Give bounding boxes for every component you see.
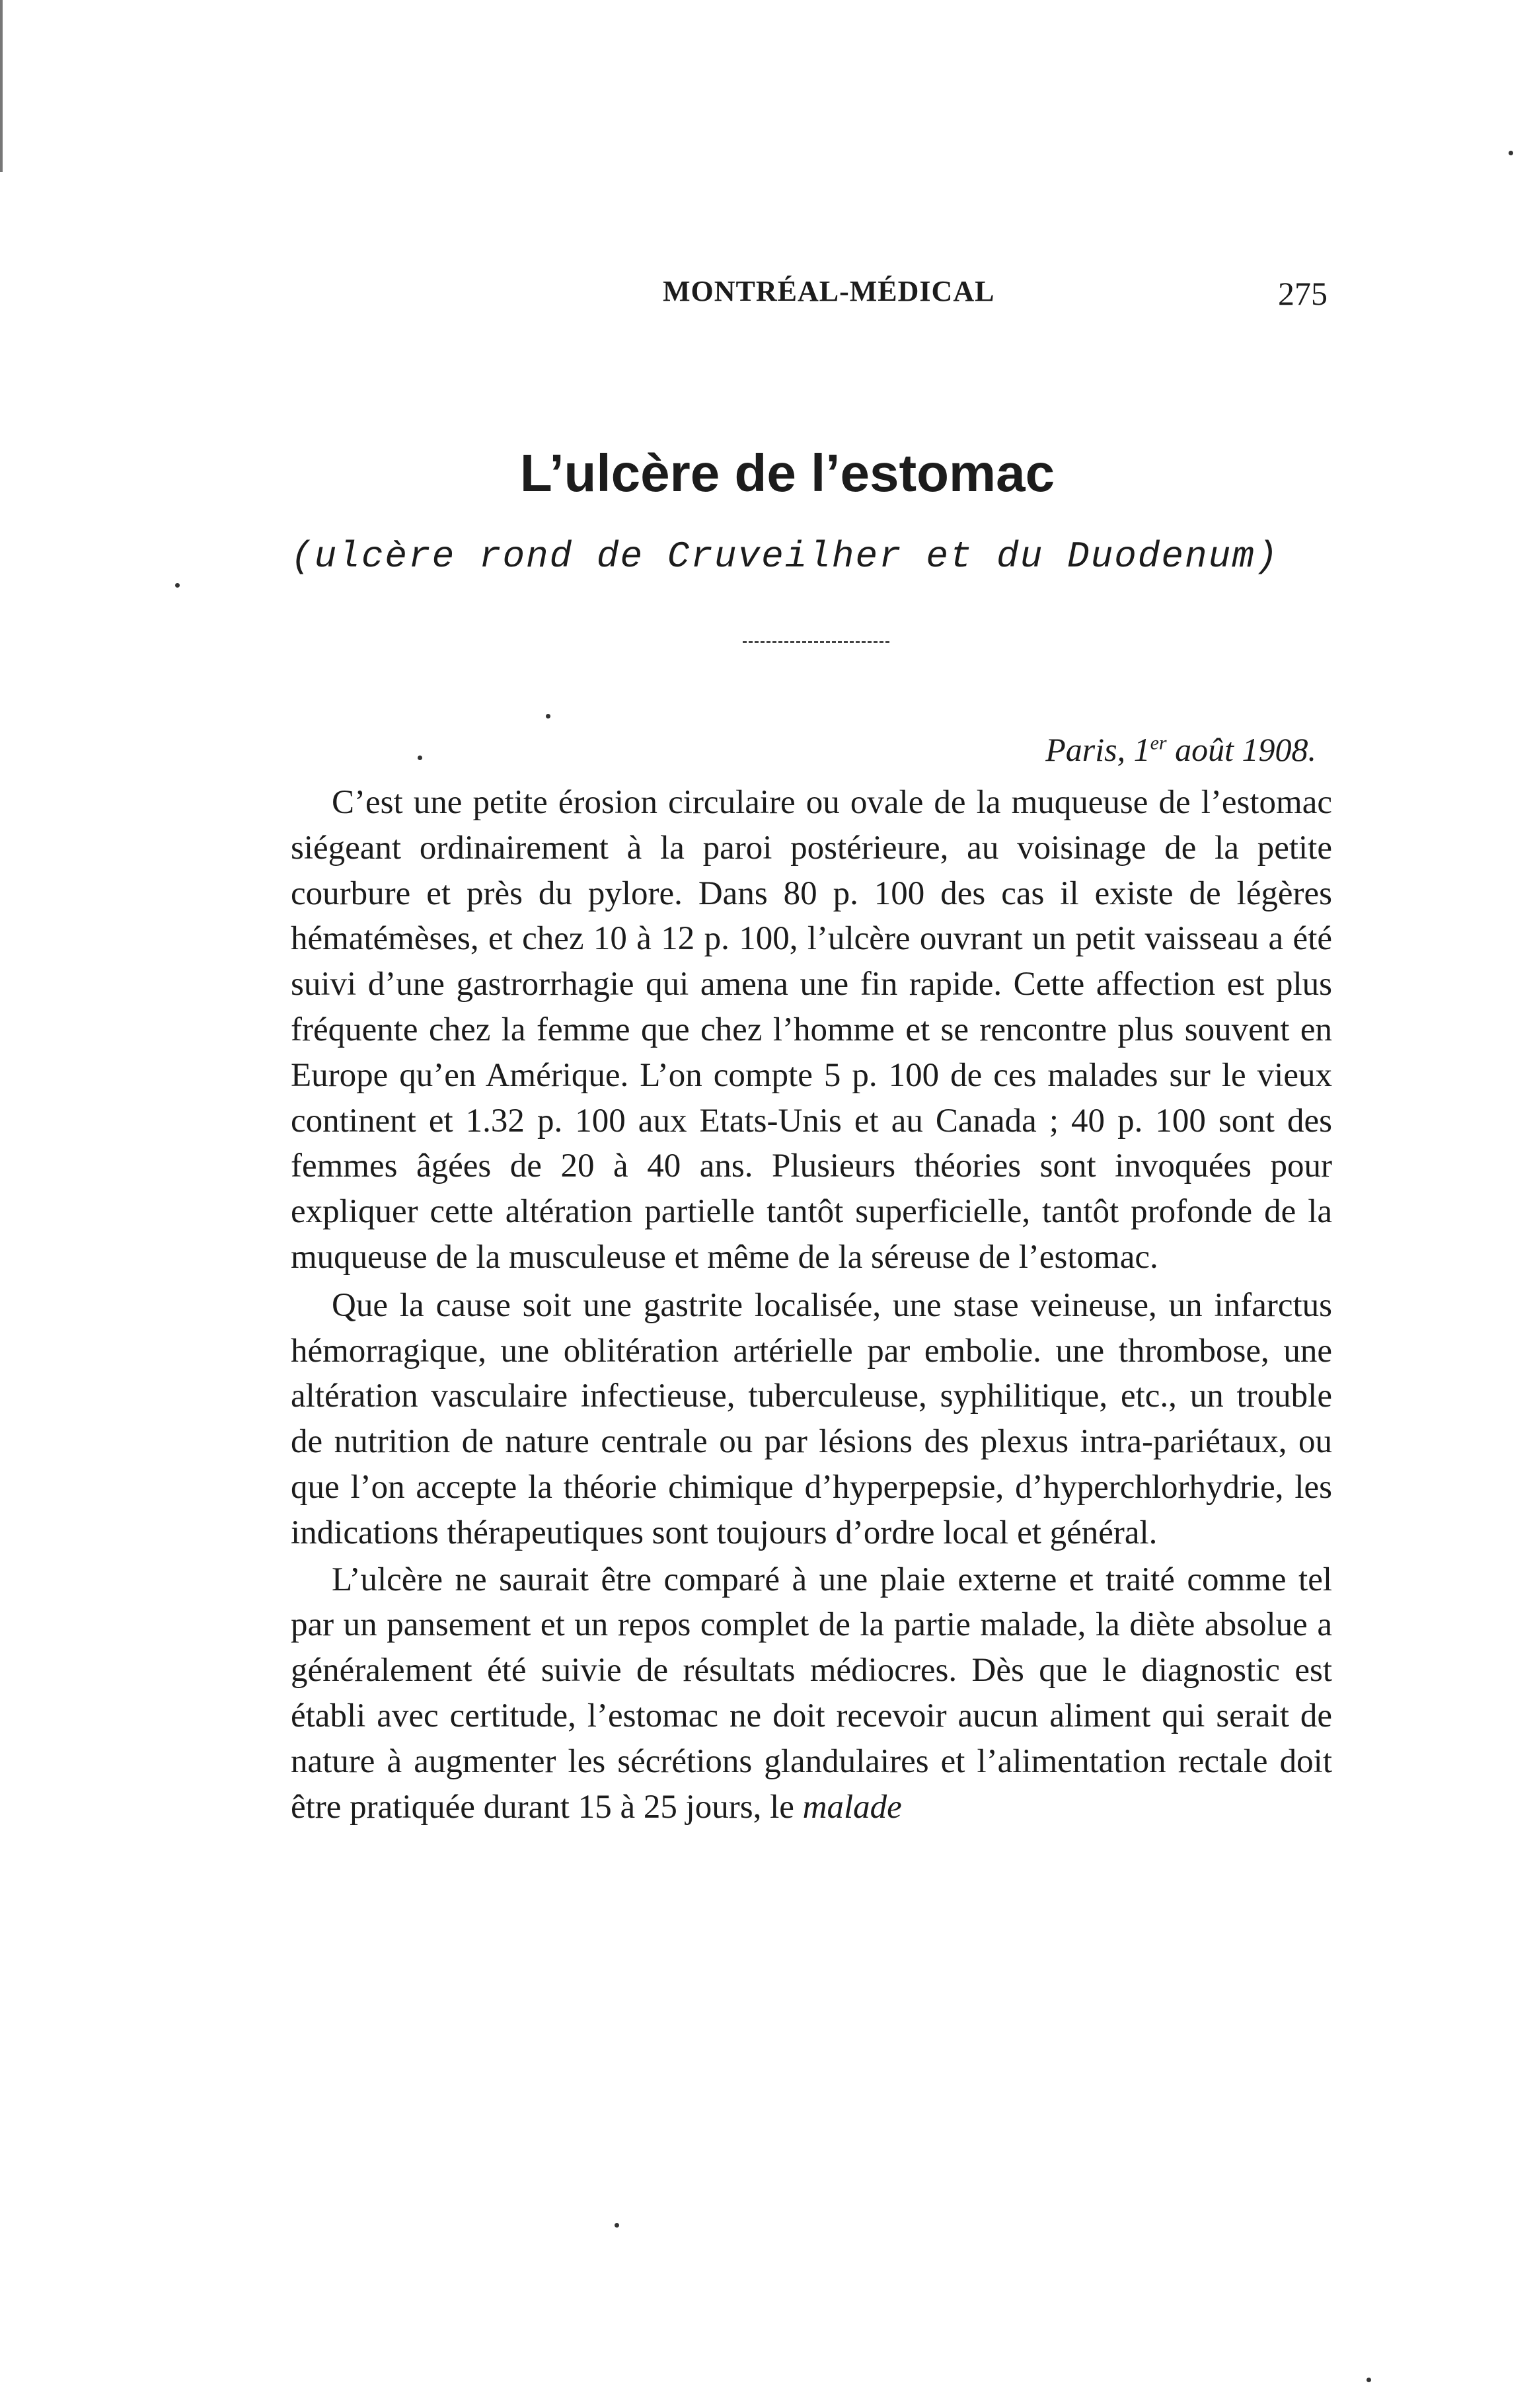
article-title: L’ulcère de l’estomac (519, 444, 1055, 502)
body-paragraph: C’est une petite érosion circulaire ou ovale de la muqueuse de l’estomac siégeant ordinairement à la paroi postérieure, au voisinage de la petite courbure et près du pylore. Dans 80 p. 100 des cas il existe de légères hématémèses, et chez 10 à 12 p. 100, l’ulcère ouvrant un petit vaisseau a été suivi d’une gastrorrhagie qui amena une fin rapide. Cette affection est plus fréquente chez la femme que chez l’homme et se rencontre plus souvent en Europe qu’en Amérique. L’on compte 5 p. 100 de ces malades sur le vieux continent et 1.32 p. 100 aux Etats-Unis et au Canada ; 40 p. 100 sont des femmes âgées de 20 à 40 ans. Plusieurs théories sont invoquées pour expliquer cette altération partielle tantôt superficielle, tantôt profonde de la muqueuse de la musculeuse et même de la séreuse de l’estomac. (291, 784, 1332, 1276)
article-body (291, 780, 1332, 1830)
page-edge-shadow (0, 0, 3, 172)
dateline-day: 1 (1133, 731, 1150, 768)
print-speck (615, 2223, 619, 2228)
dateline-day-suffix: er (1150, 732, 1167, 754)
dateline (0, 730, 1316, 769)
print-speck (546, 714, 550, 719)
dateline-place: Paris, (1045, 731, 1134, 768)
print-speck (1509, 151, 1513, 155)
article-subtitle: (ulcère rond de Cruveilher et du Duodenum) (291, 535, 1279, 578)
print-speck (175, 583, 180, 588)
body-paragraph-italic-tail: malade (802, 1788, 902, 1826)
dateline-date: août 1908. (1166, 731, 1316, 768)
page-number: 275 (1278, 275, 1328, 312)
running-header: MONTRÉAL-MÉDICAL (663, 275, 995, 307)
title-divider (743, 641, 889, 643)
body-paragraph: Que la cause soit une gastrite localisée, une stase veineuse, un infarctus hémorragique, une oblitération artérielle par embolie. une thrombose, une altération vasculaire infectieuse, tuberculeuse, syphilitique, etc., un trouble de nutrition de nature centrale ou par lésions des plexus intra-pariétaux, ou que l’on accepte la théorie chimique d’hyperpepsie, d’hyperchlorhydrie, les indications thérapeutiques sont toujours d’ordre local et général. (291, 1286, 1332, 1551)
body-paragraph-text: L’ulcère ne saurait être comparé à une plaie externe et traité comme tel par un pansement et un repos complet de la partie malade, la diète absolue a généralement été suivie de résultats médiocres. Dès que le diagnostic est établi avec certitude, l’estomac ne doit recevoir aucun aliment qui serait de nature à augmenter les sécrétions glandulaires et l’alimentation rectale doit être pratiquée durant 15 à 25 jours, le (291, 1561, 1332, 1826)
print-speck (1367, 2378, 1371, 2382)
print-speck (418, 756, 422, 760)
body-paragraph (291, 1557, 1332, 1830)
